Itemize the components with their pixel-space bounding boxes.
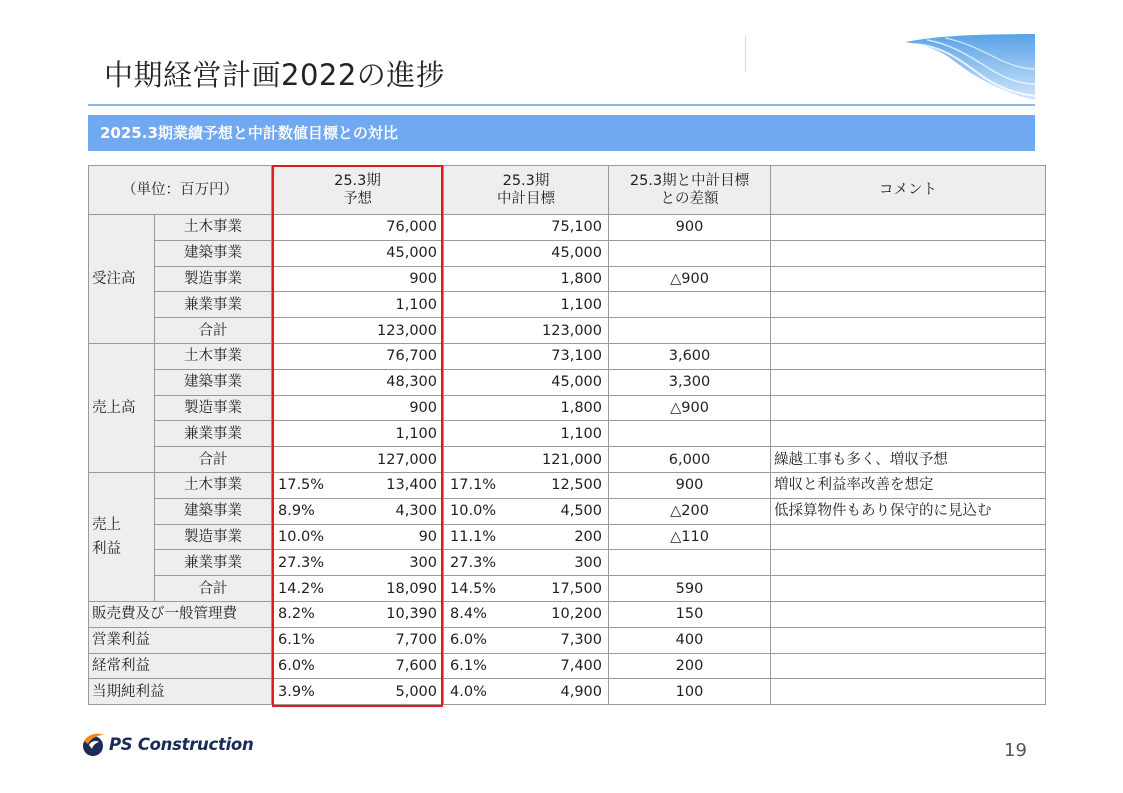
header-divider-line (745, 36, 746, 72)
target-value: 123,000 (444, 318, 609, 344)
forecast-value: 48,300 (272, 369, 444, 395)
comment-cell (771, 576, 1046, 602)
segment-label: 製造事業 (155, 524, 272, 550)
ps-logo-icon (80, 731, 106, 757)
forecast-value: 45,000 (272, 240, 444, 266)
table-row (89, 447, 1046, 473)
comment-cell (771, 318, 1046, 344)
target-value: 12,500 (526, 472, 609, 498)
segment-label: 土木事業 (155, 215, 272, 241)
header-comment: コメント (771, 166, 1046, 215)
table-row (89, 240, 1046, 266)
target-value: 1,800 (444, 266, 609, 292)
target-ratio: 6.0% (444, 627, 526, 653)
group-label-profit-line1: 売上 (92, 516, 121, 533)
unit-label: （単位：百万円） (89, 166, 272, 215)
target-ratio: 14.5% (444, 576, 526, 602)
target-ratio: 6.1% (444, 653, 526, 679)
page-title: 中期経営計画2022の進捗 (104, 58, 446, 92)
segment-label: 建築事業 (155, 240, 272, 266)
forecast-value: 4,300 (359, 498, 444, 524)
forecast-ratio: 6.1% (272, 627, 359, 653)
table-row (89, 318, 1046, 344)
wave-decoration (905, 34, 1035, 100)
target-value: 1,100 (444, 292, 609, 318)
forecast-ratio: 8.9% (272, 498, 359, 524)
difference-value: 6,000 (609, 447, 771, 473)
section-banner: 2025.3期業績予想と中計数値目標との対比 (88, 115, 1035, 151)
comment-cell (771, 524, 1046, 550)
difference-value: △900 (609, 266, 771, 292)
table-row (89, 550, 1046, 576)
table-row (89, 601, 1046, 627)
comment-cell (771, 421, 1046, 447)
table-header-row (89, 166, 1046, 215)
table-row (89, 627, 1046, 653)
forecast-value: 123,000 (272, 318, 444, 344)
difference-value: 3,300 (609, 369, 771, 395)
difference-value: 900 (609, 215, 771, 241)
comment-cell (771, 679, 1046, 705)
table-row (89, 679, 1046, 705)
difference-value (609, 550, 771, 576)
title-underline (88, 104, 1035, 106)
group-label-profit-line2: 利益 (92, 540, 121, 557)
comment-cell (771, 369, 1046, 395)
difference-value: 590 (609, 576, 771, 602)
item-label: 営業利益 (89, 627, 272, 653)
difference-value: △200 (609, 498, 771, 524)
forecast-value: 76,700 (272, 343, 444, 369)
target-value: 7,300 (526, 627, 609, 653)
forecast-value: 13,400 (359, 472, 444, 498)
target-ratio: 8.4% (444, 601, 526, 627)
comment-cell (771, 627, 1046, 653)
item-label: 販売費及び一般管理費 (89, 601, 272, 627)
table-row (89, 576, 1046, 602)
forecast-value: 900 (272, 266, 444, 292)
item-label: 当期純利益 (89, 679, 272, 705)
segment-label: 製造事業 (155, 266, 272, 292)
forecast-value: 76,000 (272, 215, 444, 241)
target-value: 4,900 (526, 679, 609, 705)
segment-label: 製造事業 (155, 395, 272, 421)
forecast-value: 10,390 (359, 601, 444, 627)
difference-value: △900 (609, 395, 771, 421)
target-value: 75,100 (444, 215, 609, 241)
segment-label: 兼業事業 (155, 550, 272, 576)
logo-text: PS Construction (109, 734, 254, 754)
forecast-ratio: 6.0% (272, 653, 359, 679)
forecast-value: 127,000 (272, 447, 444, 473)
difference-value: 3,600 (609, 343, 771, 369)
table-row (89, 266, 1046, 292)
target-value: 300 (526, 550, 609, 576)
comment-cell (771, 550, 1046, 576)
table-row (89, 498, 1046, 524)
header-forecast (272, 166, 444, 215)
table-row (89, 524, 1046, 550)
group-label-sales (89, 343, 155, 472)
forecast-value: 300 (359, 550, 444, 576)
comment-cell (771, 343, 1046, 369)
forecast-ratio: 27.3% (272, 550, 359, 576)
forecast-value: 7,700 (359, 627, 444, 653)
group-label-orders-line1: 受注高 (92, 270, 136, 287)
company-logo (80, 730, 253, 758)
target-value: 4,500 (526, 498, 609, 524)
comment-cell (771, 215, 1046, 241)
table-row (89, 215, 1046, 241)
difference-value: 100 (609, 679, 771, 705)
difference-value: △110 (609, 524, 771, 550)
difference-value: 400 (609, 627, 771, 653)
comment-cell: 繰越工事も多く、増収予想 (771, 447, 1046, 473)
header-forecast-line1: 25.3期 (334, 173, 381, 189)
forecast-value: 1,100 (272, 292, 444, 318)
segment-label: 土木事業 (155, 343, 272, 369)
header-forecast-line2: 予想 (343, 191, 372, 207)
target-value: 45,000 (444, 369, 609, 395)
target-ratio: 10.0% (444, 498, 526, 524)
difference-value (609, 421, 771, 447)
forecast-value: 1,100 (272, 421, 444, 447)
table-row (89, 421, 1046, 447)
forecast-value: 900 (272, 395, 444, 421)
segment-label: 建築事業 (155, 498, 272, 524)
target-value: 1,800 (444, 395, 609, 421)
forecast-value: 18,090 (359, 576, 444, 602)
target-value: 10,200 (526, 601, 609, 627)
comparison-table (88, 165, 1046, 705)
header-difference (609, 166, 771, 215)
segment-label: 合計 (155, 447, 272, 473)
group-label-orders (89, 215, 155, 344)
segment-label: 合計 (155, 318, 272, 344)
target-ratio: 11.1% (444, 524, 526, 550)
target-value: 7,400 (526, 653, 609, 679)
forecast-value: 90 (359, 524, 444, 550)
target-ratio: 4.0% (444, 679, 526, 705)
forecast-ratio: 3.9% (272, 679, 359, 705)
comment-cell (771, 292, 1046, 318)
comment-cell (771, 653, 1046, 679)
segment-label: 兼業事業 (155, 421, 272, 447)
item-label: 経常利益 (89, 653, 272, 679)
difference-value (609, 292, 771, 318)
forecast-ratio: 10.0% (272, 524, 359, 550)
segment-label: 土木事業 (155, 472, 272, 498)
header-target-line1: 25.3期 (502, 173, 550, 189)
table-row (89, 653, 1046, 679)
forecast-ratio: 8.2% (272, 601, 359, 627)
segment-label: 建築事業 (155, 369, 272, 395)
forecast-ratio: 14.2% (272, 576, 359, 602)
header-target-line2: 中計目標 (497, 191, 556, 207)
target-ratio: 27.3% (444, 550, 526, 576)
target-value: 73,100 (444, 343, 609, 369)
comment-cell (771, 266, 1046, 292)
header-target (444, 166, 609, 215)
forecast-value: 7,600 (359, 653, 444, 679)
comment-cell (771, 601, 1046, 627)
target-value: 45,000 (444, 240, 609, 266)
segment-label: 兼業事業 (155, 292, 272, 318)
target-ratio: 17.1% (444, 472, 526, 498)
difference-value (609, 318, 771, 344)
table-row (89, 472, 1046, 498)
difference-value: 200 (609, 653, 771, 679)
forecast-value: 5,000 (359, 679, 444, 705)
forecast-ratio: 17.5% (272, 472, 359, 498)
segment-label: 合計 (155, 576, 272, 602)
table-row (89, 369, 1046, 395)
table-row (89, 292, 1046, 318)
comment-cell (771, 240, 1046, 266)
table-row (89, 343, 1046, 369)
table-row (89, 395, 1046, 421)
comment-cell: 低採算物件もあり保守的に見込む (771, 498, 1046, 524)
target-value: 1,100 (444, 421, 609, 447)
target-value: 121,000 (444, 447, 609, 473)
comment-cell: 増収と利益率改善を想定 (771, 472, 1046, 498)
difference-value: 150 (609, 601, 771, 627)
difference-value: 900 (609, 472, 771, 498)
target-value: 200 (526, 524, 609, 550)
difference-value (609, 240, 771, 266)
target-value: 17,500 (526, 576, 609, 602)
header-difference-line2: との差額 (660, 191, 719, 207)
header-difference-line1: 25.3期と中計目標 (629, 173, 750, 189)
group-label-profit (89, 472, 155, 601)
comment-cell (771, 395, 1046, 421)
group-label-sales-line1: 売上高 (92, 399, 136, 416)
page-number: 19 (1004, 740, 1027, 761)
